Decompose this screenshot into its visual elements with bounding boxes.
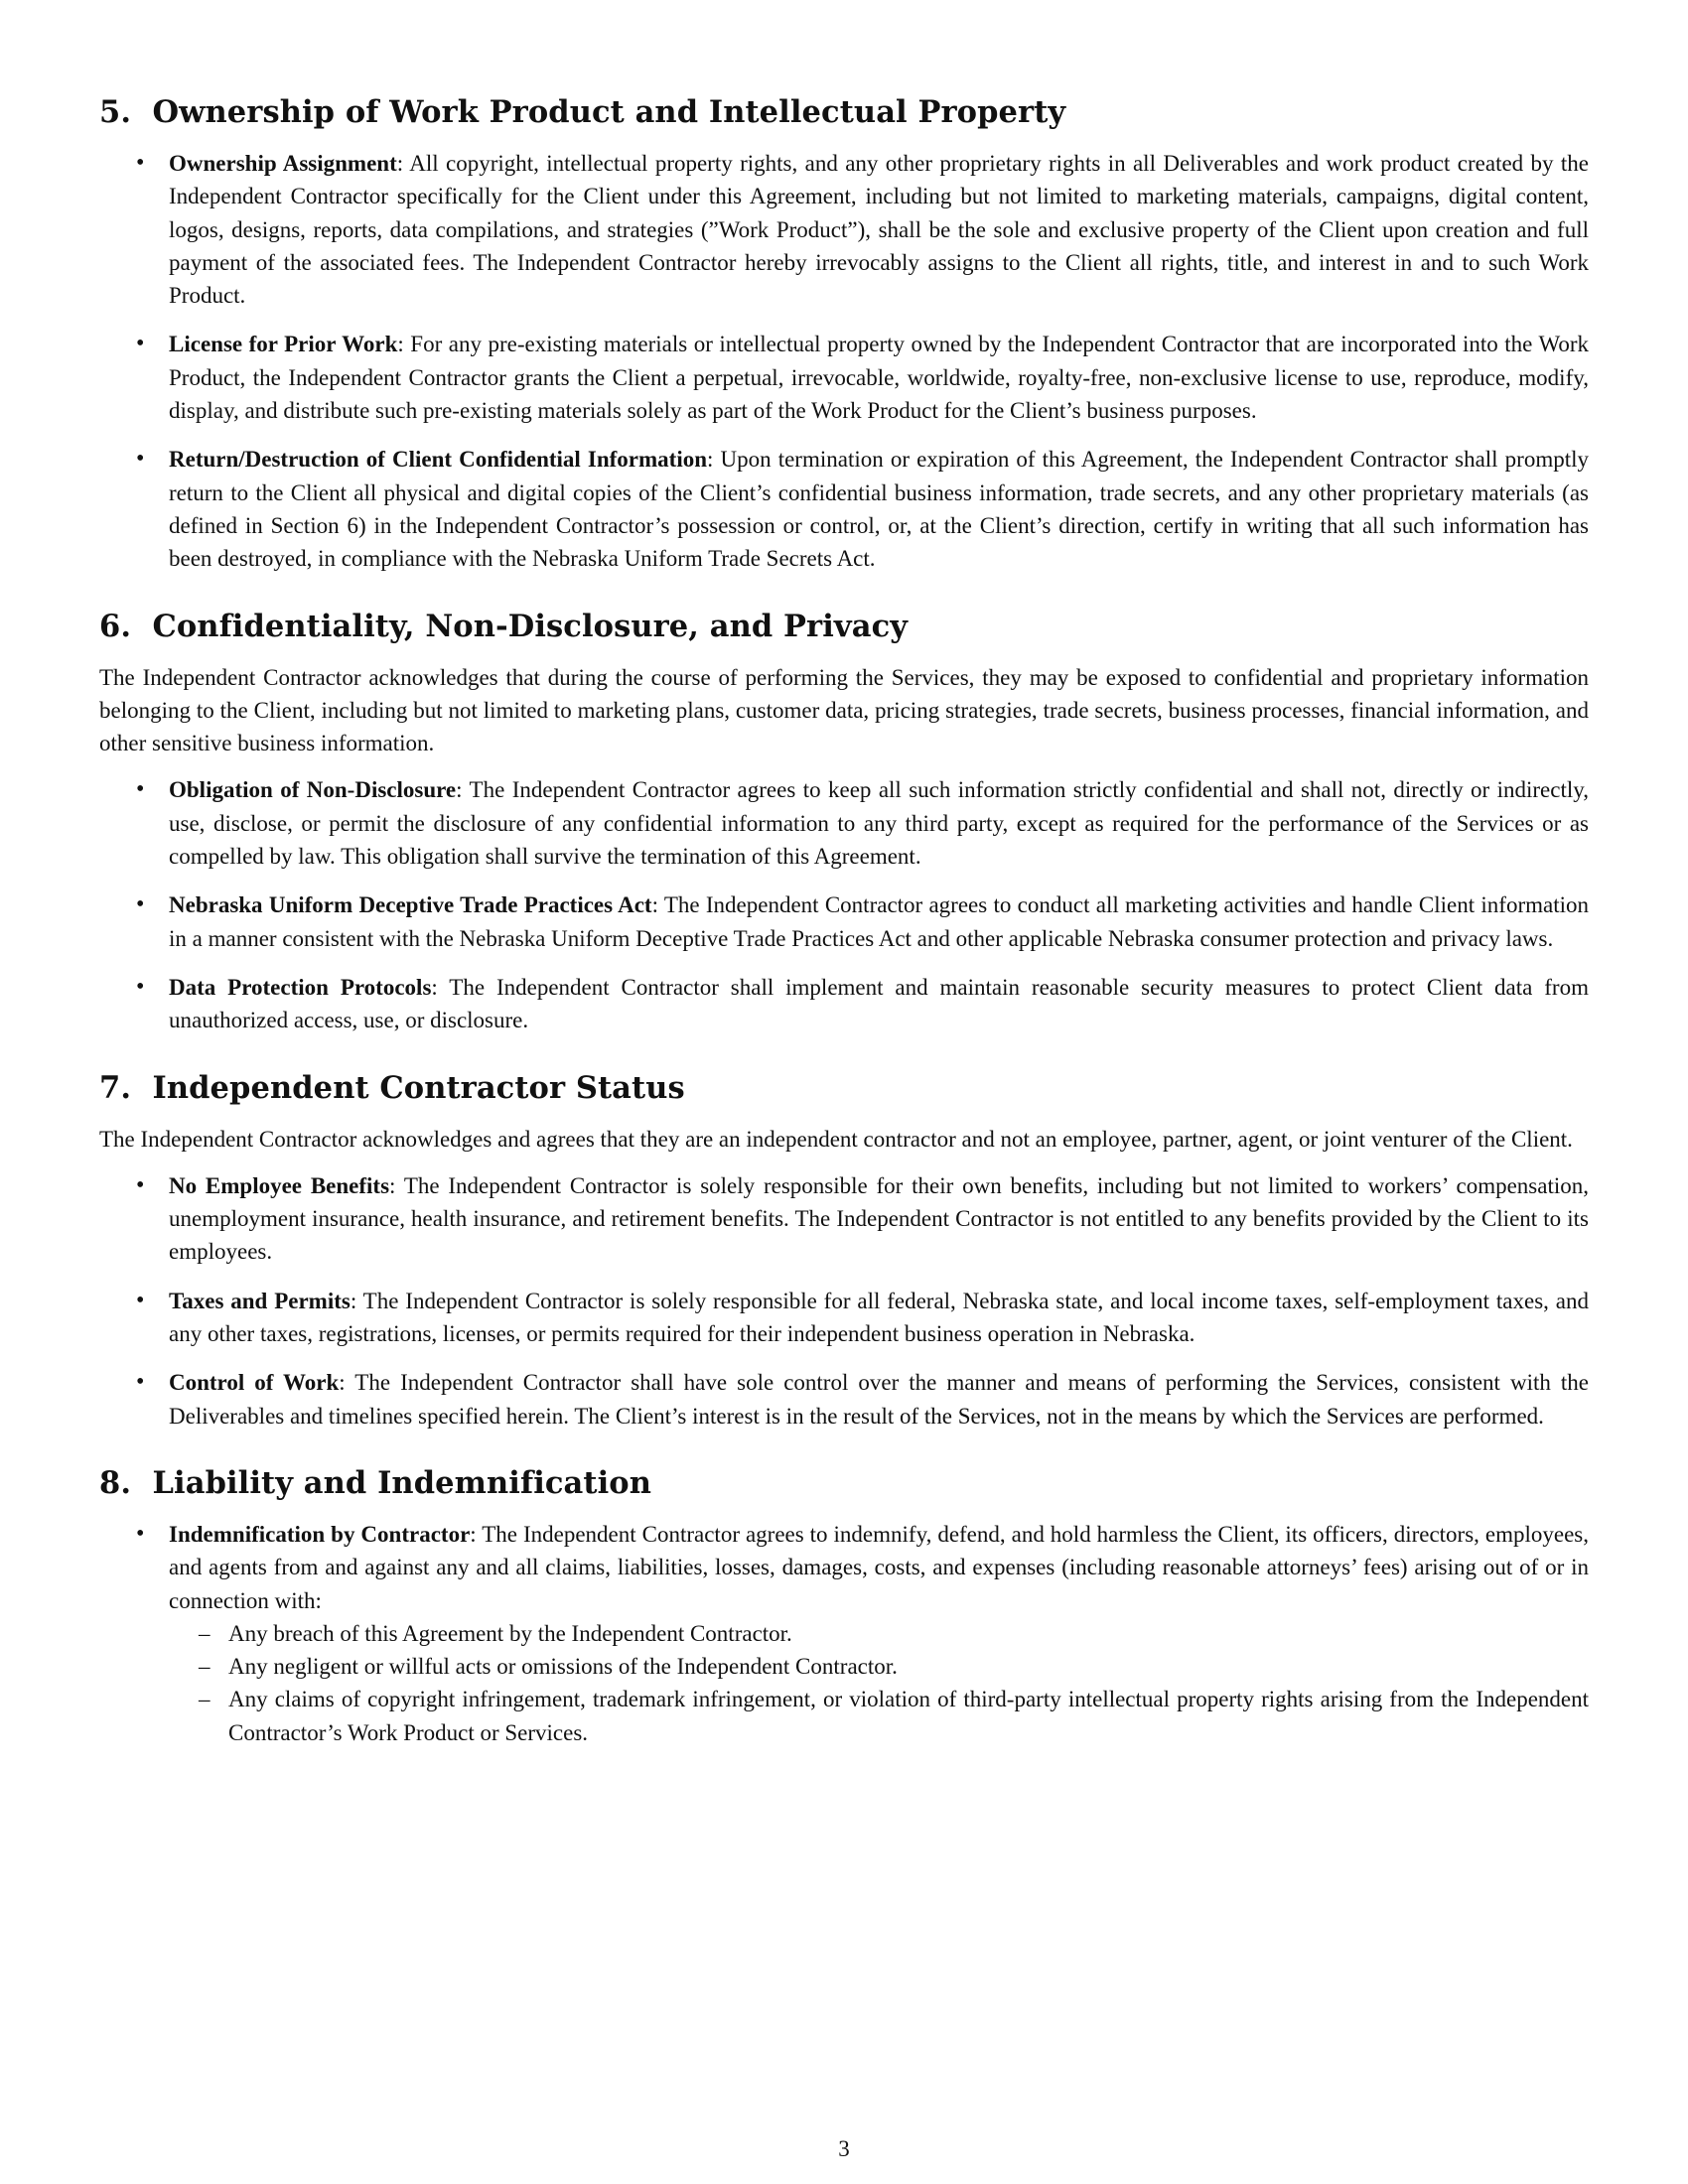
item-text: : The Independent Contractor is solely responsible for their own benefits, including but not limited to workers’ compensation, unemployment insurance, health insurance, and retirement benefits. The Independent Contractor is not entitled to any benefits provided by the Client to its employees. [169,1172,1589,1265]
list-item [99,971,1589,1037]
sub-list-item: – Any claims of copyright infringement, trademark infringement, or violation of third-party intellectual property rights arising from the Independent Contractor’s Work Product or Services. [169,1683,1589,1749]
item-text: : The Independent Contractor agrees to conduct all marketing activities and handle Client information in a manner consistent with the Nebraska Uniform Deceptive Trade Practices Act and other applicable Nebraska consumer protection and privacy laws. [169,892,1590,951]
item-term: Return/Destruction of Client Confidential Information [169,447,708,473]
section-heading: 7. Independent Contractor Status [99,1069,685,1106]
item-text: : The Independent Contractor agrees to keep all such information strictly confidential and shall not, directly or indirectly, use, disclose, or permit the disclosure of any confidential information to any third party, except as required for the performance of the Services or as compelled by law. This obligation shall survive the termination of this Agreement. [169,777,1589,870]
item-term: Taxes and Permits [169,1288,351,1313]
list-item [99,888,1589,955]
section-5 [99,91,1589,576]
item-text: : All copyright, intellectual property rights, and any other proprietary rights in all Deliverables and work product created by the Independent Contractor specifically for the Client under this Agreement, including but not limited to marketing materials, campaigns, digital content, logos, designs, reports, data compilations, and strategies (”Work Product”), shall be the sole and exclusive property of the Client upon creation and full payment of the associated fees. The Independent Contractor hereby irrevocably assigns to the Client all rights, title, and interest in and to such Work Product. [169,151,1590,309]
item-text: : The Independent Contractor is solely responsible for all federal, Nebraska state, and local income taxes, self-employment taxes, and any other taxes, registrations, licenses, or permits required for their independent business operation in Nebraska. [169,1288,1589,1347]
document-page [99,91,1589,1779]
section-list [99,1518,1589,1749]
item-term: Ownership Assignment [169,151,397,176]
item-term: Nebraska Uniform Deceptive Trade Practices Act [169,892,652,918]
section-list [99,773,1589,1036]
page-number: 3 [838,2136,850,2161]
item-term: Indemnification by Contractor [169,1521,471,1547]
list-item [99,1169,1589,1269]
list-item [99,1518,1589,1749]
list-item [99,443,1589,575]
sub-list-item: – Any negligent or willful acts or omissions of the Independent Contractor. [169,1650,1589,1683]
section-heading: 6. Confidentiality, Non-Disclosure, and Privacy [99,608,909,644]
section-list [99,1169,1589,1433]
section-list [99,147,1589,576]
sub-list-item: – Any breach of this Agreement by the Independent Contractor. [169,1617,1589,1650]
section-intro: The Independent Contractor acknowledges and agrees that they are an independent contractor and not an employee, partner, agent, or joint venturer of the Client. [99,1126,1573,1152]
item-term: License for Prior Work [169,332,398,357]
item-term: Obligation of Non-Disclosure [169,777,457,803]
section-8 [99,1462,1589,1749]
item-term: No Employee Benefits [169,1172,390,1198]
list-item [99,1366,1589,1433]
section-heading: 5. Ownership of Work Product and Intellectual Property [99,94,1066,130]
item-term: Control of Work [169,1370,340,1396]
list-item [99,773,1589,873]
section-intro: The Independent Contractor acknowledges that during the course of performing the Services, they may be exposed to confidential and proprietary information belonging to the Client, including but not limited to marketing plans, customer data, pricing strategies, trade secrets, business processes, financial information, and other sensitive business information. [99,664,1589,756]
item-text: : The Independent Contractor shall implement and maintain reasonable security measures to protect Client data from unauthorized access, use, or disclosure. [169,974,1589,1033]
sub-list [169,1617,1589,1749]
section-7 [99,1067,1589,1433]
item-text: : For any pre-existing materials or intellectual property owned by the Independent Contractor that are incorporated into the Work Product, the Independent Contractor grants the Client a perpetual, irrevocable, worldwide, royalty-free, non-exclusive license to use, reproduce, modify, display, and distribute such pre-existing materials solely as part of the Work Product for the Client’s business purposes. [169,332,1589,424]
item-text: : The Independent Contractor agrees to indemnify, defend, and hold harmless the Client, its officers, directors, employees, and agents from and against any and all claims, liabilities, losses, damages, costs, and expenses (including reasonable attorneys’ fees) arising out of or in connection with: [169,1521,1589,1613]
list-item [99,328,1589,427]
item-term: Data Protection Protocols [169,974,432,1000]
list-item [99,147,1589,312]
section-heading: 8. Liability and Indemnification [99,1464,652,1501]
item-text: : Upon termination or expiration of this Agreement, the Independent Contractor shall promptly return to the Client all physical and digital copies of the Client’s confidential business information, trade secrets, and any other proprietary materials (as defined in Section 6) in the Independent Contractor’s possession or control, or, at the Client’s direction, certify in writing that all such information has been destroyed, in compliance with the Nebraska Uniform Trade Secrets Act. [169,447,1589,572]
item-text: : The Independent Contractor shall have sole control over the manner and means of performing the Services, consistent with the Deliverables and timelines specified herein. The Client’s interest is in the result of the Services, not in the means by which the Services are performed. [169,1370,1590,1429]
list-item [99,1285,1589,1351]
section-6 [99,606,1589,1037]
